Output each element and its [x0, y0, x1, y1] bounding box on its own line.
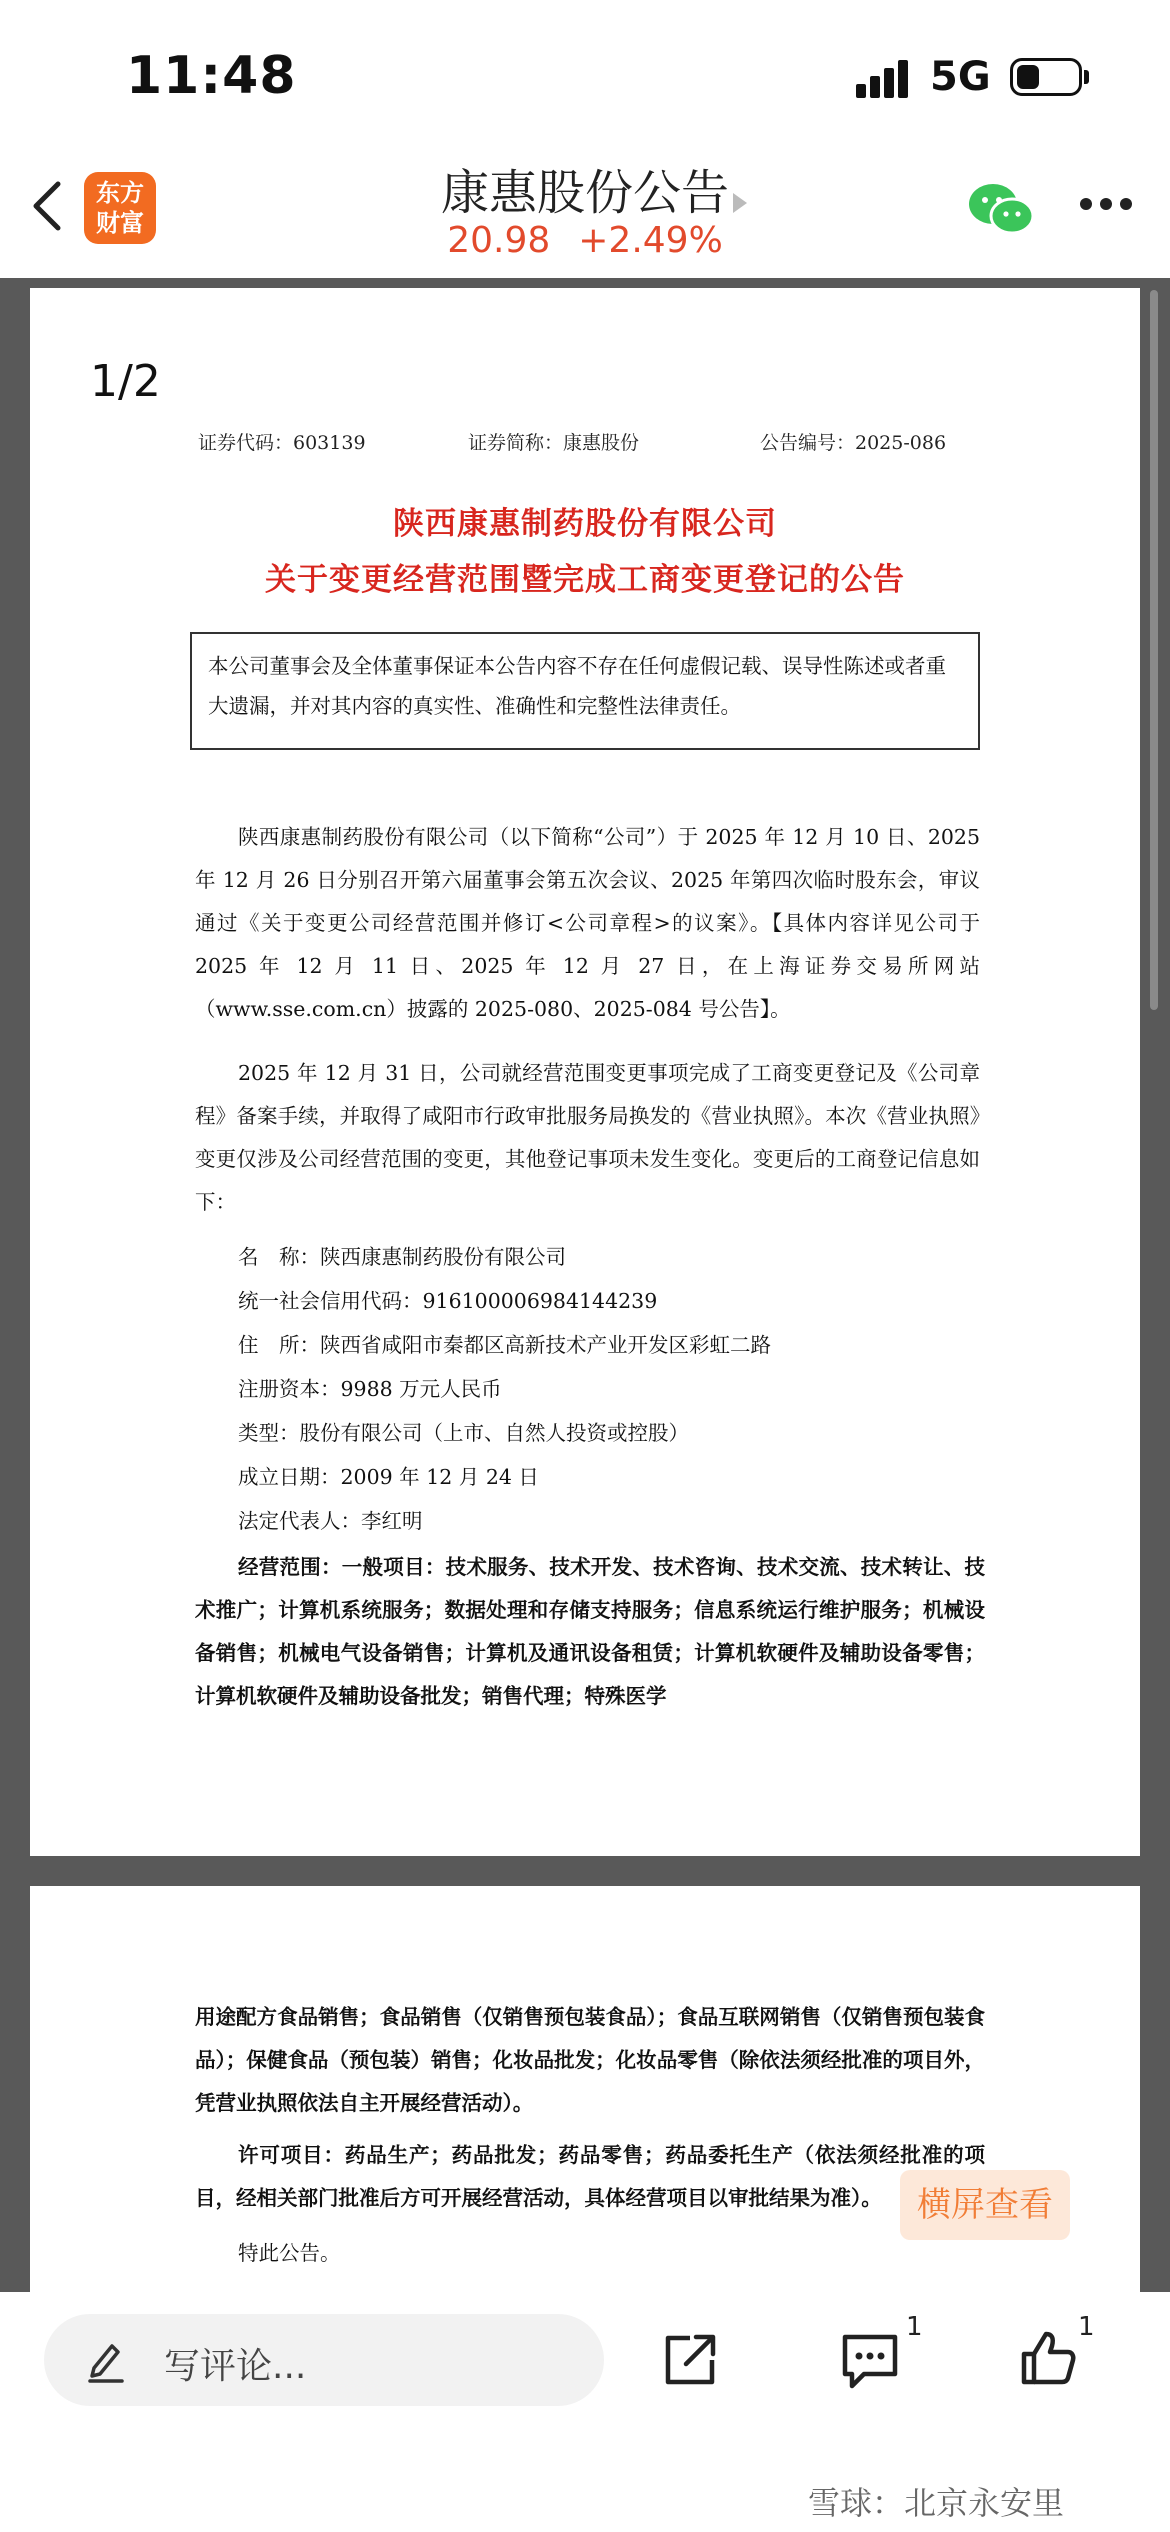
business-scope	[195, 1546, 985, 1718]
info-company-name: 名 称：陕西康惠制药股份有限公司	[238, 1245, 566, 1269]
security-code: 证券代码：603139	[198, 432, 366, 454]
more-options-icon[interactable]	[1080, 198, 1134, 212]
info-legal-representative: 法定代表人：李红明	[238, 1509, 423, 1533]
business-scope-label: 经营范围：	[238, 1555, 342, 1579]
status-time: 11:48	[126, 46, 297, 106]
network-type: 5G	[930, 54, 991, 100]
board-statement-box: 本公司董事会及全体董事保证本公告内容不存在任何虚假记载、误导性陈述或者重大遗漏，并对其内容的真实性、准确性和完整性法律责任。	[190, 632, 980, 750]
paragraph-registration: 2025 年 12 月 31 日，公司就经营范围变更事项完成了工商变更登记及《公司章程》备案手续，并取得了咸阳市行政审批服务局换发的《营业执照》。本次《营业执照》变更仅涉及公司经营范围的变更，其他登记事项未发生变化。变更后的工商登记信息如下：	[195, 1061, 980, 1214]
business-scope-continued: 用途配方食品销售；食品销售（仅销售预包装食品）；食品互联网销售（仅销售预包装食品）；保健食品（预包装）销售；化妆品批发；化妆品零售（除依法须经批准的项目外，凭营业执照依法自主开展经营活动）。	[195, 2005, 985, 2115]
cellular-signal-icon	[856, 58, 916, 98]
comment-input[interactable]	[44, 2314, 604, 2406]
brand-logo-line1: 东方	[96, 179, 144, 207]
pdf-viewer[interactable]	[0, 278, 1170, 2292]
thumbs-up-icon[interactable]	[1018, 2328, 1078, 2388]
brand-logo-line2: 财富	[96, 209, 144, 237]
page-indicator: 1/2	[90, 356, 161, 407]
battery-cap	[1084, 70, 1089, 84]
paragraph-background: 陕西康惠制药股份有限公司（以下简称“公司”）于 2025 年 12 月 10 日、2025 年 12 月 26 日分别召开第六届董事会第五次会议、2025 年第四次临时股东会，审议通过《关于变更公司经营范围并修订<公司章程>的议案》。【具体内容详见公司于 2025 年 12 月 11 日、2025 年 12 月 27 日，在上海证券交易所网站（www.sse.com.cn）披露的 2025-080、2025-084 号公告】。	[195, 825, 980, 1021]
comment-placeholder: 写评论...	[164, 2346, 307, 2387]
licensed-projects: 许可项目：药品生产；药品批发；药品零售；药品委托生产（依法须经批准的项目，经相关部门批准后方可开展经营活动，具体经营项目以审批结果为准）。	[195, 2143, 985, 2210]
doc-title-subject: 关于变更经营范围暨完成工商变更登记的公告	[265, 562, 905, 598]
stock-price: 20.98	[447, 220, 551, 261]
security-short-name: 证券简称：康惠股份	[468, 432, 640, 454]
comment-icon[interactable]	[840, 2332, 900, 2390]
business-scope-general: 一般项目：技术服务、技术开发、技术咨询、技术交流、技术转让、技术推广；计算机系统服务；数据处理和存储支持服务；信息系统运行维护服务；机械设备销售；机械电气设备销售；计算机及通讯设备租赁；计算机软硬件及辅助设备零售；计算机软硬件及辅助设备批发；销售代理；特殊医学	[195, 1555, 986, 1708]
stock-change: +2.49%	[578, 220, 723, 261]
app-header	[0, 150, 1170, 278]
battery-icon	[1010, 58, 1082, 96]
like-count: 1	[1078, 2312, 1095, 2342]
info-address: 住 所：陕西省咸阳市秦都区高新技术产业开发区彩虹二路	[238, 1333, 771, 1357]
page-title: 康惠股份公告	[440, 165, 729, 221]
viewer-scrollbar[interactable]	[1150, 290, 1158, 1010]
info-capital: 注册资本：9988 万元人民币	[238, 1377, 502, 1401]
info-credit-code: 统一社会信用代码：916100006984144239	[238, 1289, 658, 1313]
document-page-1	[30, 288, 1140, 1856]
comment-count: 1	[906, 2312, 923, 2342]
xueqiu-watermark: 雪球：北京永安里	[808, 2484, 1065, 2522]
wechat-share-icon[interactable]	[966, 180, 1036, 240]
notice-number: 公告编号：2025-086	[760, 432, 947, 454]
status-bar	[0, 0, 1170, 150]
pencil-icon	[84, 2336, 128, 2384]
expand-triangle-icon[interactable]	[733, 193, 747, 213]
landscape-view-button[interactable]: 横屏查看	[900, 2170, 1070, 2240]
info-company-type: 类型：股份有限公司（上市、自然人投资或控股）	[238, 1421, 689, 1445]
share-icon[interactable]	[662, 2332, 718, 2388]
doc-title-company: 陕西康惠制药股份有限公司	[393, 506, 777, 542]
info-established-date: 成立日期：2009 年 12 月 24 日	[238, 1465, 539, 1489]
closing-remark: 特此公告。	[238, 2241, 341, 2265]
